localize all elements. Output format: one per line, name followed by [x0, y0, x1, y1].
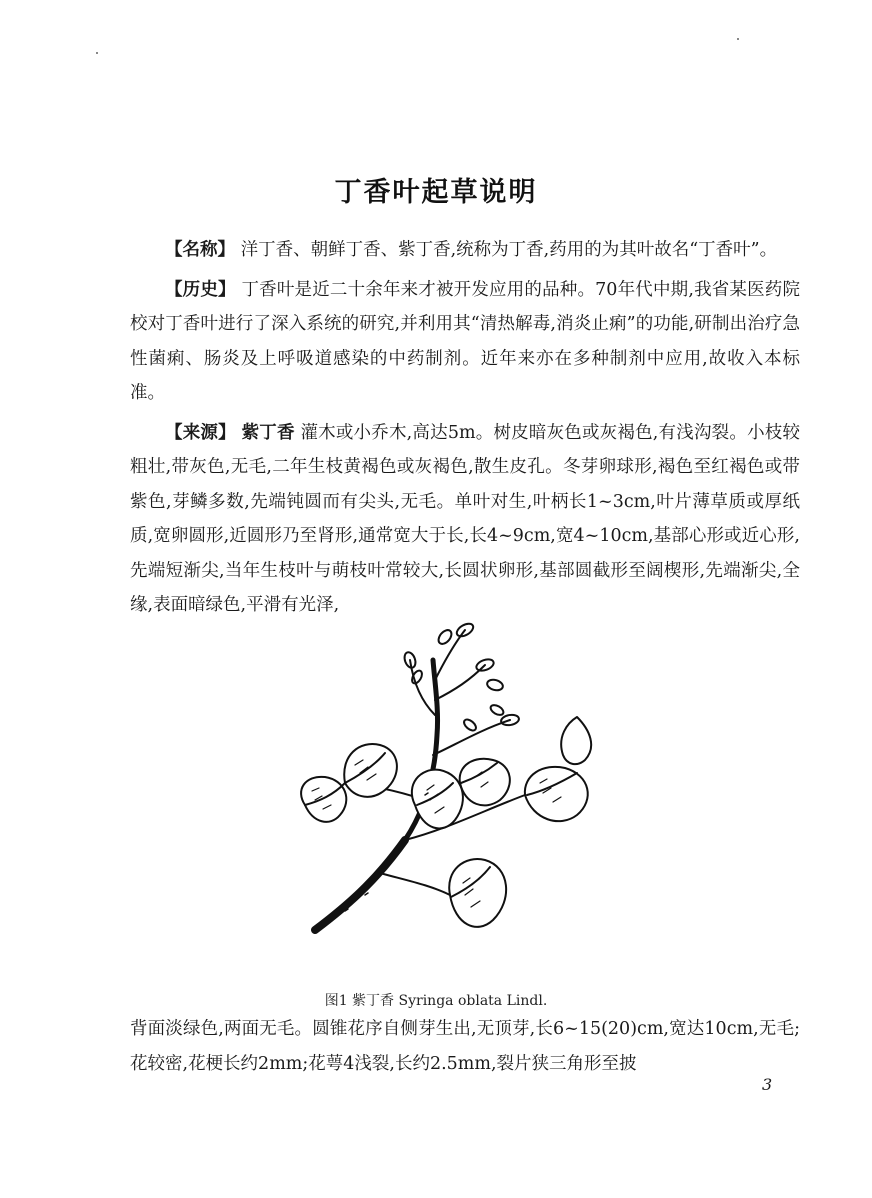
section-name: [130, 233, 800, 268]
scan-speck: [737, 38, 739, 40]
continuation-text: 背面淡绿色,两面无毛。圆锥花序自侧芽生出,无顶芽,长6~15(20)cm,宽达10cm,无毛;花较密,花梗长约2mm;花萼4浅裂,长约2.5mm,裂片狭三角形至披: [130, 1019, 800, 1074]
section-heading: 【来源】: [165, 422, 236, 443]
section-text: 洋丁香、朝鲜丁香、紫丁香,统称为丁香,药用的为其叶故名“丁香叶”。: [240, 240, 778, 260]
section-text: 丁香叶是近二十余年来才被开发应用的品种。70年代中期,我省某医药院校对丁香叶进行了深入系统的研究,并利用其“清热解毒,消炎止痢”的功能,研制出治疗急性菌痢、肠炎及上呼吸道感染的中药制剂。近年来亦在多种制剂中应用,故收入本标准。: [130, 279, 800, 403]
document-title: 丁香叶起草说明: [334, 177, 538, 208]
section-heading: 【历史】: [165, 279, 236, 300]
scan-speck: [96, 52, 98, 54]
section-source: [130, 416, 800, 623]
figure-caption: 图1 紫丁香 Syringa oblata Lindl.: [324, 993, 548, 1009]
species-term: 紫丁香: [241, 422, 295, 443]
syringa-illustration: [285, 605, 625, 975]
document-body: [130, 233, 800, 628]
section-heading: 【名称】: [165, 240, 235, 260]
section-history: [130, 273, 800, 411]
section-text: 灌木或小乔木,高达5m。树皮暗灰色或灰褐色,有浅沟裂。小枝较粗壮,带灰色,无毛,二年生枝黄褐色或灰褐色,散生皮孔。冬芽卵球形,褐色至红褐色或带紫色,芽鳞多数,先端钝圆而有尖头,无毛。单叶对生,叶柄长1~3cm,叶片薄草质或厚纸质,宽卵圆形,近圆形乃至肾形,通常宽大于长,长4~9cm,宽4~10cm,基部心形或近心形,先端短渐尖,当年生枝叶与萌枝叶常较大,长圆状卵形,基部圆截形至阔楔形,先端渐尖,全缘,表面暗绿色,平滑有光泽,: [130, 422, 800, 615]
page-number: 3: [762, 1075, 773, 1094]
